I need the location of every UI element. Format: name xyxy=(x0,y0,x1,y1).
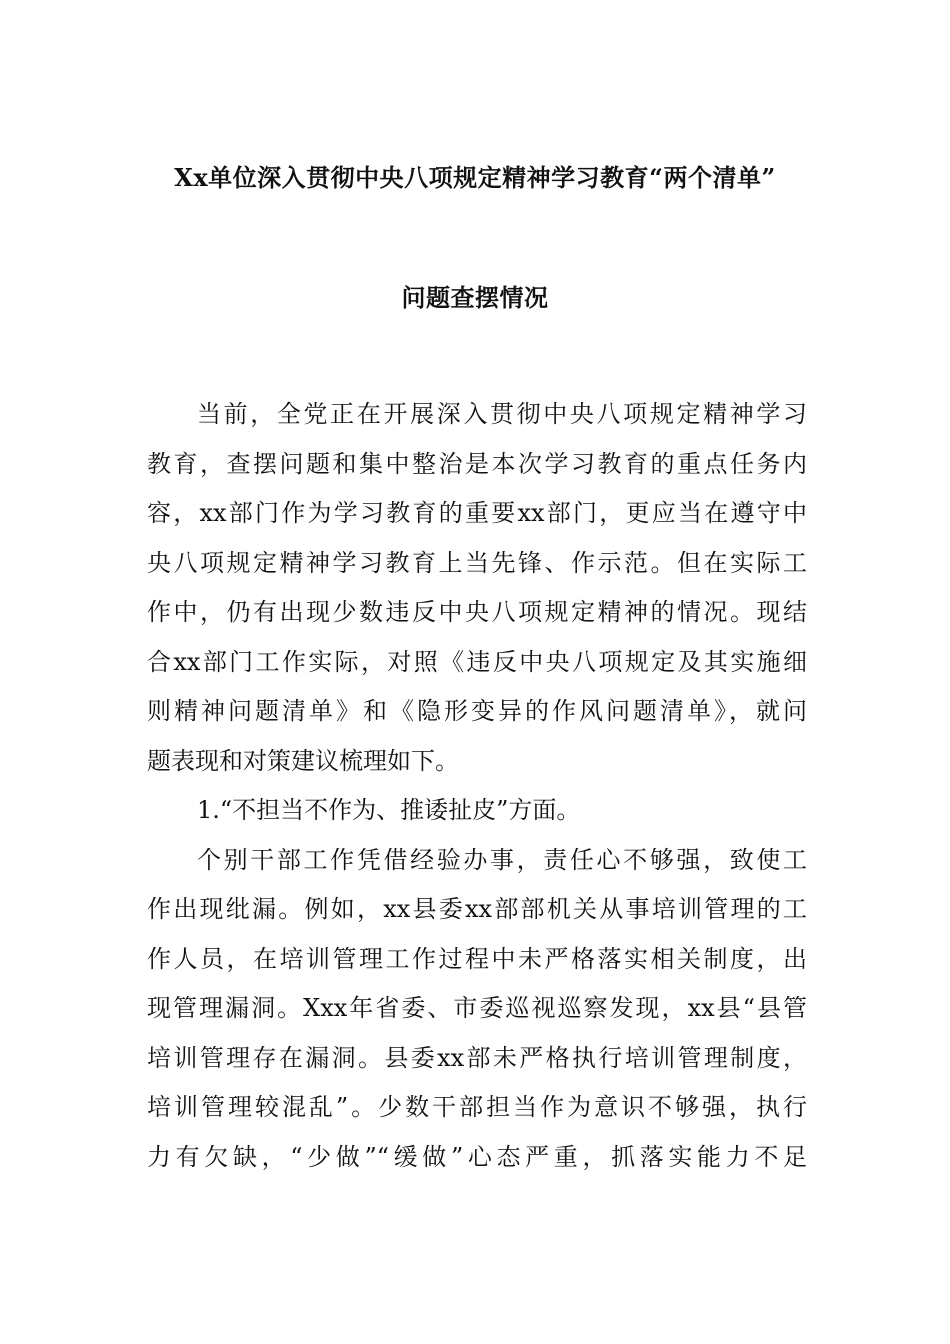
body-line: 则精神问题清单》和《隐形变异的作风问题清单》，就问 xyxy=(147,697,807,725)
body-line: 央八项规定精神学习教育上当先锋、作示范。但在实际工 xyxy=(147,548,807,577)
body-line: 作出现纰漏。例如，xx县委xx部部机关从事培训管理的工 xyxy=(147,895,807,923)
body-line: 容，xx部门作为学习教育的重要xx部门，更应当在遵守中 xyxy=(147,499,807,527)
body-line: 现管理漏洞。Xxx年省委、市委巡视巡察发现，xx县“县管 xyxy=(147,994,807,1022)
body-line: 当前，全党正在开展深入贯彻中央八项规定精神学习 xyxy=(197,400,807,428)
document-title-line1: Xx单位深入贯彻中央八项规定精神学习教育“两个清单” xyxy=(174,163,776,192)
document-body xyxy=(147,390,807,1182)
section-heading: 1.“不担当不作为、推诿扯皮”方面。 xyxy=(197,796,581,824)
body-line: 教育，查摆问题和集中整治是本次学习教育的重点任务内 xyxy=(147,449,807,478)
body-line: 力有欠缺，“少做”“缓做”心态严重，抓落实能力不足 xyxy=(147,1142,807,1171)
body-line: 培训管理存在漏洞。县委xx部未严格执行培训管理制度， xyxy=(147,1043,807,1072)
body-line: 作人员，在培训管理工作过程中未严格落实相关制度，出 xyxy=(147,944,807,973)
body-line: 培训管理较混乱”。少数干部担当作为意识不够强，执行 xyxy=(147,1093,807,1121)
body-line: 题表现和对策建议梳理如下。 xyxy=(147,746,459,775)
body-line: 个别干部工作凭借经验办事，责任心不够强，致使工 xyxy=(197,845,807,874)
body-line: 作中，仍有出现少数违反中央八项规定精神的情况。现结 xyxy=(147,598,807,626)
body-line: 合xx部门工作实际，对照《违反中央八项规定及其实施细 xyxy=(147,647,807,676)
document-title-line2: 问题查摆情况 xyxy=(401,283,549,312)
